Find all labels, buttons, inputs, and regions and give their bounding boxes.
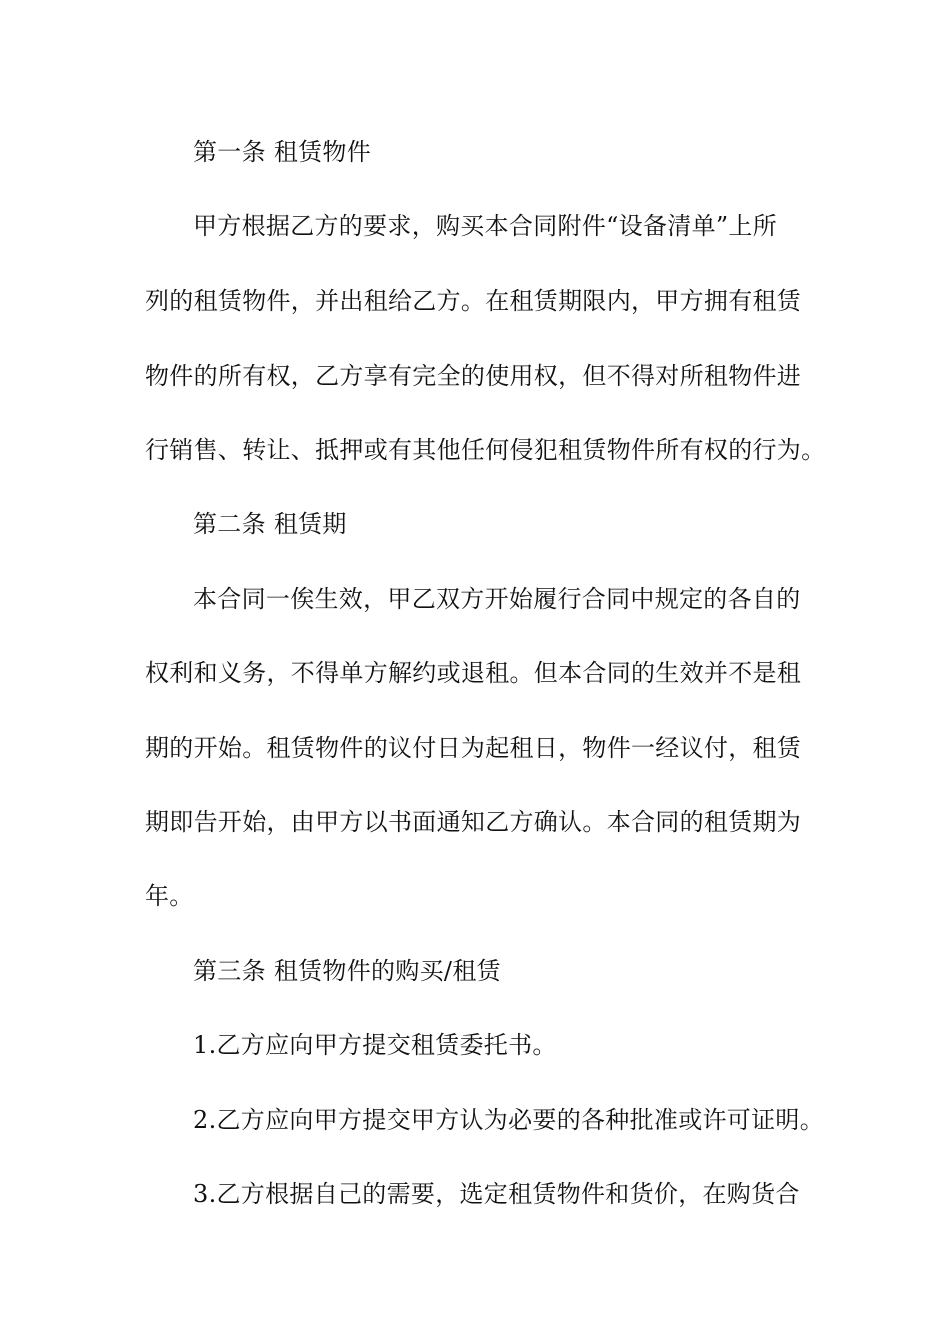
- article-1-heading: 第一条 租赁物件: [193, 138, 372, 166]
- article-3-item-1: 1.乙方应向甲方提交租赁委托书。: [193, 1031, 557, 1059]
- article-2-line-5: 年。: [145, 882, 194, 910]
- article-3-heading: 第三条 租赁物件的购买/租赁: [193, 957, 501, 985]
- article-1-line-3: 物件的所有权，乙方享有完全的使用权，但不得对所租物件进: [145, 362, 802, 390]
- article-1-line-4: 行销售、转让、抵押或有其他任何侵犯租赁物件所有权的行为。: [145, 436, 826, 464]
- article-2-line-4: 期即告开始，由甲方以书面通知乙方确认。本合同的租赁期为: [145, 808, 802, 836]
- article-1-line-1: 甲方根据乙方的要求，购买本合同附件“设备清单”上所: [193, 212, 778, 240]
- article-1-line-2: 列的租赁物件，并出租给乙方。在租赁期限内，甲方拥有租赁: [145, 287, 802, 315]
- article-2-line-3: 期的开始。租赁物件的议付日为起租日，物件一经议付，租赁: [145, 734, 802, 762]
- article-2-line-2: 权利和义务，不得单方解约或退租。但本合同的生效并不是租: [145, 659, 802, 687]
- article-3-item-2: 2.乙方应向甲方提交甲方认为必要的各种批准或许可证明。: [193, 1106, 824, 1134]
- article-3-item-3: 3.乙方根据自己的需要，选定租赁物件和货价，在购货合: [193, 1180, 800, 1208]
- article-2-heading: 第二条 租赁期: [193, 510, 347, 538]
- article-2-line-1: 本合同一俟生效，甲乙双方开始履行合同中规定的各自的: [193, 585, 801, 613]
